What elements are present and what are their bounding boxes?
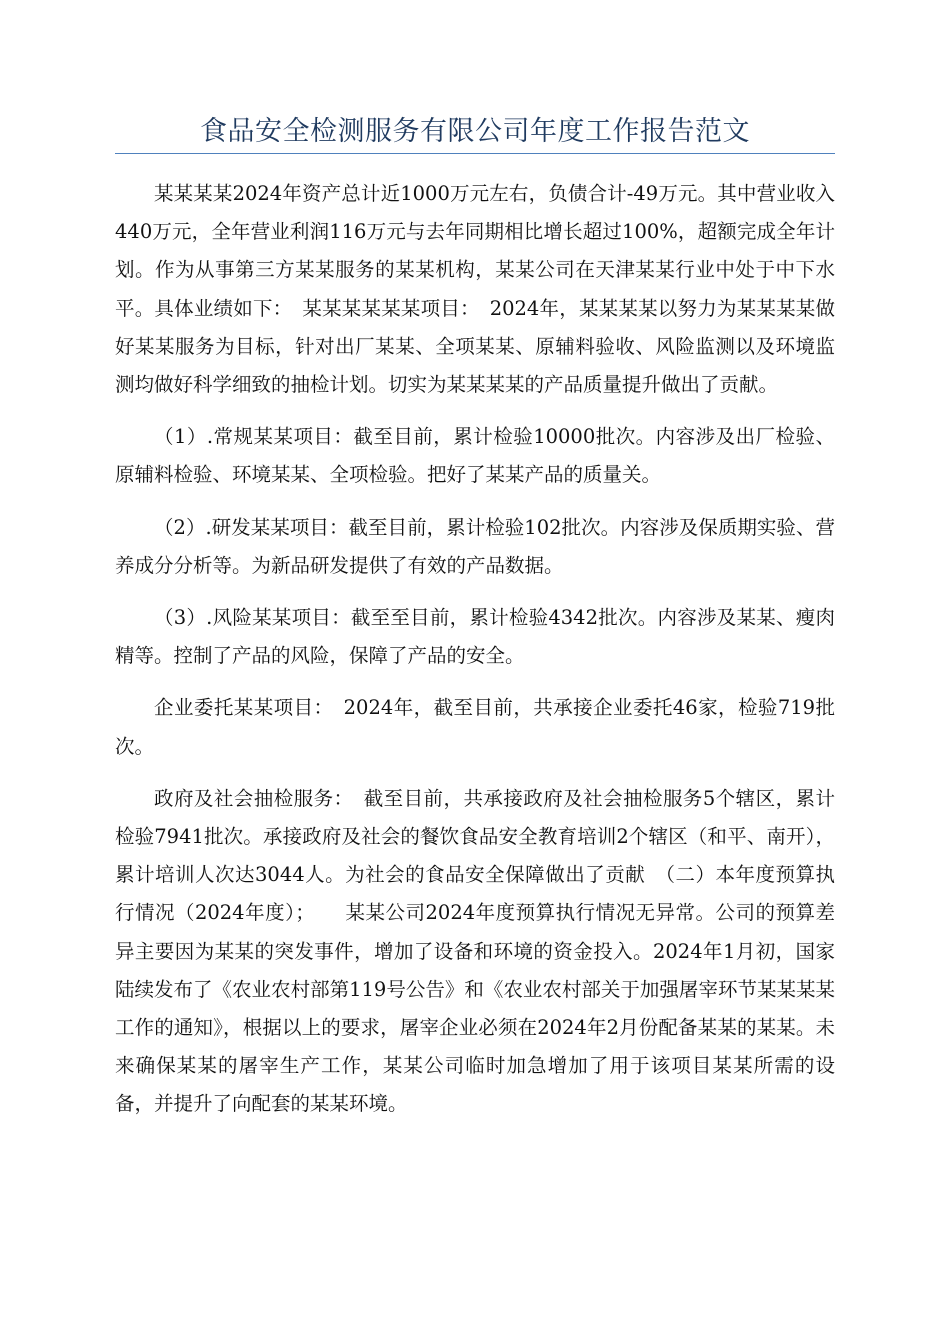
document-body	[115, 175, 835, 1138]
document-title: 食品安全检测服务有限公司年度工作报告范文	[200, 116, 750, 147]
paragraph-risk-projects: （3）.风险某某项目：截至至目前，累计检验4342批次。内容涉及某某、瘦肉精等。控制了产品的风险，保障了产品的安全。	[115, 606, 835, 668]
paragraph-routine-projects: （1）.常规某某项目：截至目前，累计检验10000批次。内容涉及出厂检验、原辅料检验、环境某某、全项检验。把好了某某产品的质量关。	[115, 425, 835, 487]
paragraph-government-sampling: 政府及社会抽检服务： 截至目前，共承接政府及社会抽检服务5个辖区，累计检验7941批次。承接政府及社会的餐饮食品安全教育培训2个辖区（和平、南开），累计培训人次达3044人。为社会的食品安全保障做出了贡献 （二）本年度预算执行情况（2024年度）； 某某公司2024年度预算执行情况无异常。公司的预算差异主要因为某某的突发事件，增加了设备和环境的资金投入。2024年1月初，国家陆续发布了《农业农村部第119号公告》和《农业农村部关于加强屠宰环节某某某某工作的通知》，根据以上的要求，屠宰企业必须在2024年2月份配备某某的某某。未来确保某某的屠宰生产工作，某某公司临时加急增加了用于该项目某某所需的设备，并提升了向配套的某某环境。	[115, 786, 835, 1116]
paragraph-rnd-projects: （2）.研发某某项目：截至目前，累计检验102批次。内容涉及保质期实验、营养成分分析等。为新品研发提供了有效的产品数据。	[115, 515, 835, 577]
title-underline	[115, 153, 835, 154]
paragraph-performance-summary: 某某某某2024年资产总计近1000万元左右，负债合计-49万元。其中营业收入440万元，全年营业利润116万元与去年同期相比增长超过100%，超额完成全年计划。作为从事第三方某某服务的某某机构，某某公司在天津某某行业中处于中下水平。具体业绩如下： 某某某某某某项目： 2024年，某某某某以努力为某某某某做好某某服务为目标，针对出厂某某、全项某某、原辅料验收、风险监测以及环境监测均做好科学细致的抽检计划。切实为某某某某的产品质量提升做出了贡献。	[115, 182, 835, 397]
paragraph-enterprise-commission: 企业委托某某项目： 2024年，截至目前，共承接企业委托46家，检验719批次。	[115, 696, 835, 758]
